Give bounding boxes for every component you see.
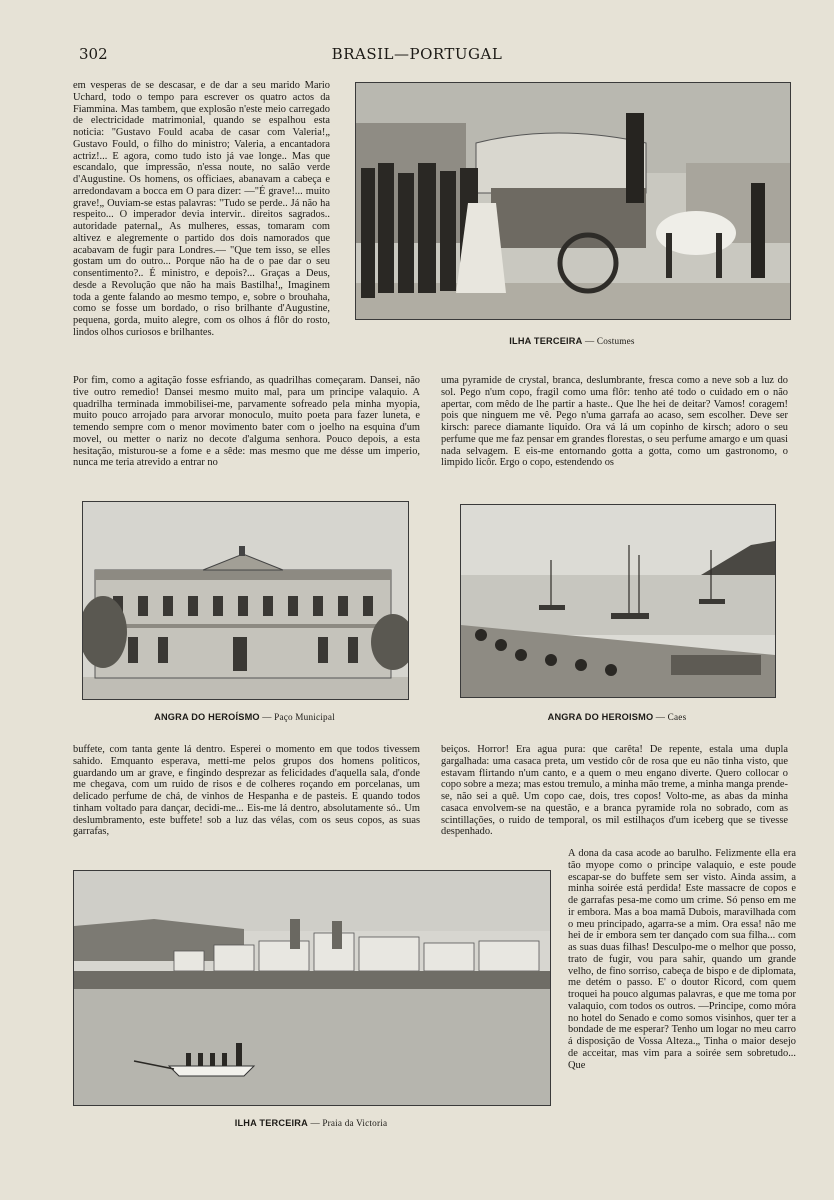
text-column-low-right	[441, 744, 788, 848]
costumes-image	[356, 83, 790, 319]
running-title: BRASIL—PORTUGAL	[331, 45, 503, 63]
municipal-image	[83, 502, 408, 699]
paragraph: uma pyramide de crystal, branca, deslumbrante, fresca como a neve sob a luz do sol. Pego n'um copo, fragil como uma flôr: tenho até todo o cuidado em o não apertar, com mêdo de lhe partir a haste.. Que lhe hei de deitar? Vamos! coragem! pois que ninguem me vê. Pego n'uma garrafa ao acaso, sem escolher. Deve ser kirsch: parece diamante liquido. Ora vá lá um copinho de kirsch; adoro o seu perfume que me faz pensar em grandes florestas, o seu perfume amargo e um quasi nada selvagem. E eis-me entornando gotta a gotta, como um gastronomo, o limpido licôr. Ergo o copo, estendendo os	[441, 375, 788, 469]
caption-subtitle: — Paço Municipal	[262, 712, 335, 722]
paragraph: buffete, com tanta gente lá dentro. Esperei o momento em que todos tivessem sahido. Emquanto esperava, metti-me pelos grupos dos homens politicos, guardando um ar grave, e fingindo desprezar as felicidades d'aquella sala, d'onde me chegava, com um ruido de risos e de colheres roçando em porcelanas, um delicado perfume de chá, de vinhos de Hespanha e de pasteis. E quando todos tinham voltado para dançar, decidi-me... Eis-me lá dentro, absolutamente só.. Um deslumbramento, este buffete! sob a luz das vélas, com os seus copos, as suas garrafas,	[73, 744, 420, 838]
paragraph: beiços. Horror! Era agua pura: que carêta! De repente, estala uma dupla gargalhada: uma casaca preta, um vestido côr de rosa que eu não tinha visto, que estavam flirtando n'um canto, e a quem o meu engano diverte. Quero collocar o copo sobre a meza; mas estou tremulo, a minha mão treme, a minha manga prende-se, não sei a quê. Um copo cae, dois, tres copos! Volto-me, as abas da minha casaca envolvem-se na questão, e a branca pyramide rola no sobrado, com as scintillações, o ruido de temporal, os mil estilhaços d'um iceberg que se tivesse despenhado.	[441, 744, 788, 838]
caes-image	[461, 505, 775, 697]
caption-place: ANGRA DO HEROISMO	[547, 712, 654, 722]
text-column-mid-right	[441, 375, 788, 471]
caption-caes	[460, 712, 774, 722]
paragraph: em vesperas de se descasar, e de dar a seu marido Mario Uchard, todo o tempo para escrever os quatro actos da Fiammina. Mas tambem, que explosão n'este meio carregado de electricidade matrimonial, quando se espalhou esta noticia: "Gustavo Fould acaba de casar com Valeria!„ Gustavo Fould, o filho do ministro; Valeria, a encantadora actriz!... E agora, como tudo isto já vae longe.. Mas que escandalo, que impressão, n'essa noute, no salão verde d'Augustine. Os homens, os officiaes, abanavam a cabeça e arredondavam a bocca em O para dizer: —"É grave!... muito grave!„ Ouviam-se estas palavras: "Tudo se perde.. Já não ha respeito... O imperador devia intervir.. direitos sagrados.. autoridade paternal„ As mulheres, essas, tomaram com altivez e alegremente o partido dos dois namorados que acabavam de fugir para Londres.— "Que tem isso, se elles gostam um do outro... Porque não ha de o pae dar o seu consentimento?.. É ministro, e depois?... Graças a Deus, desde a Revolução que não ha mais Bastilha!„ Imaginem toda a gente falando ao mesmo tempo, e, sobre o brouhaha, como se fosse um bordado, o riso brilhante d'Augustine, pequena, gorda, muito alegre, com os olhos á flôr do rosto, lindos olhos curiosos e brilhantes.	[73, 80, 330, 338]
photo-ilha-terceira-praia-da-victoria	[73, 870, 551, 1106]
caption-place: ILHA TERCEIRA	[509, 336, 583, 346]
text-column-bottom-right	[568, 848, 796, 1132]
text-column-top-left	[73, 80, 330, 370]
caption-subtitle: — Costumes	[584, 336, 635, 346]
caption-praia	[73, 1118, 549, 1128]
text-column-mid-left	[73, 375, 420, 471]
caption-place: ANGRA DO HEROÍSMO	[154, 712, 260, 722]
text-column-low-left	[73, 744, 420, 848]
caption-place: ILHA TERCEIRA	[234, 1118, 308, 1128]
caption-subtitle: — Caes	[655, 712, 687, 722]
photo-angra-paco-municipal	[82, 501, 409, 700]
paragraph: A dona da casa acode ao barulho. Felizmente ella era tão myope como o principe valaquio, e este poude escapar-se do buffete sem ser visto. Ainda assim, a minha soirée está perdida! Este massacre de copos e de garrafas pesa-me como um crime. Só penso em me ir embora. Mas a boa mamã Dubois, maravilhada com o meu principado, agarra-se a mim. Ora essa! não me hei de ir embora sem ter dançado com sua filha... com as suas duas filhas! Desculpo-me o melhor que posso, trato de fugir, vou para sahir, quando um grande velho, de fino sorriso, cabeça de bispo e de diplomata, me detém o passo. E' o doutor Ricord, com quem troquei ha pouco algumas palavras, e que me toma por valaquio, com todos os outros. —Principe, como móra no hotel do Senado e como somos visinhos, quer ter a bondade de me esperar? Tenho um logar no meu carro á disposição de Vossa Alteza.„ Tinha o maior desejo de acceitar, mas vim para a soirée sem sobretudo... Que	[568, 848, 796, 1071]
photo-ilha-terceira-costumes	[355, 82, 791, 320]
photo-angra-caes	[460, 504, 776, 698]
praia-image	[74, 871, 550, 1105]
caption-costumes	[355, 336, 789, 346]
page-number: 302	[79, 45, 108, 63]
paragraph: Por fim, como a agitação fosse esfriando, as quadrilhas começaram. Dansei, não tive outro remedio! Dansei mesmo muito mal, para um principe valaquio. A quadrilha terminada immobilisei-me, parvamente sofreado pela minha myopia, muito pouco arrojado para arvorar monoculo, muito poeta para fazer luneta, e temendo sempre com o menor movimento bater com o joelho na esquina d'um movel, ou metter o nariz no decote d'alguma senhora. Pouco depois, a esta hesitação, misturou-se a fome e a sêde: mas mesmo que me désse um imperio, nunca me teria atrevido a entrar no	[73, 375, 420, 469]
caption-subtitle: — Praia da Victoria	[310, 1118, 388, 1128]
caption-municipal	[82, 712, 407, 722]
